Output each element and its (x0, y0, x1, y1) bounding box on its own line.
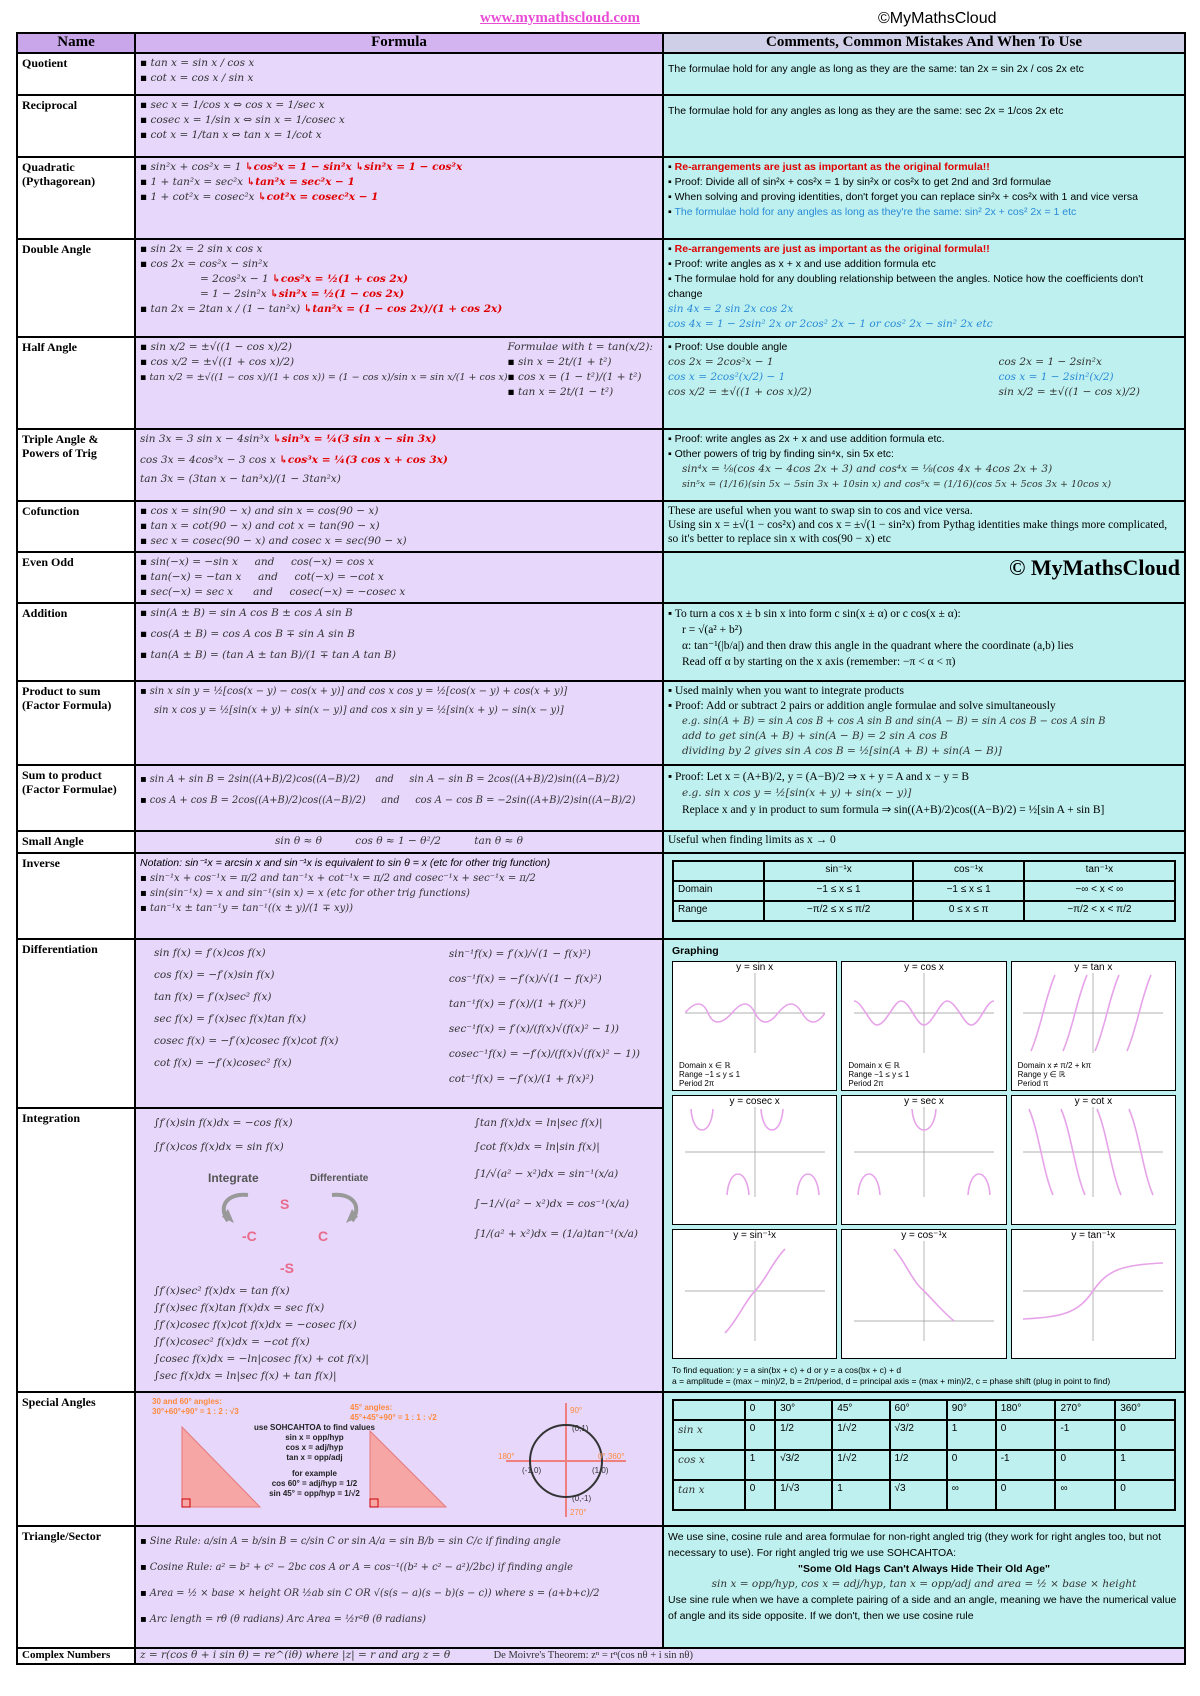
comment-text: ▪ To turn a cos x ± b sin x into form c sin(x ± α) or c cos(x ± α): (668, 606, 1180, 622)
formula-line: ▪ cos(A ± B) = cos A cos B ∓ sin A sin B (140, 627, 658, 642)
comment-text: ▪ Proof: Let x = (A+B)/2, y = (A−B)/2 ⇒ x + y = A and x − y = B (668, 768, 1180, 786)
comment-text: ▪ Re-arrangements are just as important as the original formula!! (668, 242, 1180, 257)
formula-line: ∫f′(x)sec² f(x)dx = tan f(x) (154, 1284, 290, 1297)
row-reciprocal (17, 95, 1185, 157)
row-even-odd (17, 552, 1185, 603)
formula-line: ▪ tan⁻¹x ± tan⁻¹y = tan⁻¹((x ± y)/(1 ∓ xy)) (140, 901, 658, 916)
formula-line: sin 3x = 3 sin x − 4sin³x (140, 433, 270, 445)
graphing-note: a = amplitude = (max − min)/2, b = 2π/period, d = principal axis = (max + min)/2, c = phase shift (plug in point to find) (672, 1376, 1111, 1386)
formula-line: ▪ cos 2x = cos²x − sin²x (140, 257, 658, 272)
comment-cell (663, 337, 1185, 429)
formula-line: ▪ Area = ½ × base × height OR ½ab sin C OR √(s(s − a)(s − b)(s − c)) where s = (a+b+c)/2 (140, 1581, 658, 1607)
formula-line: ∫cosec f(x)dx = −ln|cosec f(x) + cot f(x)| (154, 1352, 369, 1365)
row-name: Special Angles (17, 1392, 135, 1526)
formula-line: ▪ tan x = 2t/(1 − t²) (508, 385, 653, 400)
row-small-angle (17, 831, 1185, 853)
comment-cell (663, 552, 1185, 603)
formula-line: ▪ Sine Rule: a/sin A = b/sin B = c/sin C or sin A/a = sin B/b = sin C/c if finding angle (140, 1529, 658, 1555)
col-header-comments: Comments, Common Mistakes And When To Use (663, 33, 1185, 53)
comment-text: ▪ Other powers of trig by finding sin⁴x, sin 5x etc: (668, 447, 1180, 462)
formula-line: = 2cos²x − 1 (200, 273, 269, 285)
formula-line: cos 3x = 4cos³x − 3 cos x (140, 454, 276, 466)
rearrangement: ↳tan²x = (1 − cos 2x)/(1 + cos 2x) (303, 303, 503, 315)
website-link[interactable]: www.mymathscloud.com (480, 10, 640, 26)
graph-arctan: y = tan⁻¹x (1011, 1229, 1176, 1359)
row-name: Even Odd (17, 552, 135, 603)
comment-text: ▪ Proof: Add or subtract 2 pairs or addition angle formulae and solve simultaneously (668, 699, 1180, 714)
formula-line: sin⁻¹f(x) = f′(x)/√(1 − f(x)²) (448, 948, 591, 960)
comment-text: α: tan⁻¹(|b/a|) and then draw this angle in the quadrant where the coordinate (a,b) lies (682, 640, 1074, 652)
row-complex-numbers (17, 1648, 1185, 1664)
col-header-name: Name (17, 33, 135, 53)
formula-line: cos⁻¹f(x) = −f′(x)/√(1 − f(x)²) (448, 973, 602, 985)
formula-line: ▪ sec x = 1/cos x ⇔ cos x = 1/sec x (140, 98, 658, 113)
formula-cell (135, 603, 663, 681)
formula-line: sin θ ≈ θ cos θ ≈ 1 − θ²/2 tan θ ≈ θ (274, 835, 524, 847)
comment-text: ▪ Proof: Divide all of sin²x + cos²x = 1 by sin²x or cos²x to get 2nd and 3rd formulae (668, 175, 1180, 190)
row-quadratic (17, 157, 1185, 239)
formula-cell (135, 552, 663, 603)
comment-cell (663, 429, 1185, 501)
formula-line: ∫sec f(x)dx = ln|sec f(x) + tan f(x)| (154, 1369, 337, 1382)
comment-cell (663, 765, 1185, 831)
comment-text: cos 2x = 2cos²x − 1 (668, 356, 774, 368)
formula-line: sin x cos y = ½[sin(x + y) + sin(x − y)] and cos x sin y = ½[sin(x + y) − sin(x − y)] (154, 705, 564, 716)
row-differentiation (17, 939, 1185, 1108)
comment-text: cos x = 1 − 2sin²(x/2) (998, 371, 1114, 383)
comment-cell (663, 53, 1185, 95)
formula-line: ▪ sec(−x) = sec x and cosec(−x) = −cosec x (140, 585, 658, 600)
row-product-to-sum (17, 681, 1185, 765)
formula-line: cosec⁻¹f(x) = −f′(x)/(f(x)√(f(x)² − 1)) (448, 1048, 640, 1060)
formula-line: ∫tan f(x)dx = ln|sec f(x)| (474, 1116, 603, 1129)
row-name: Addition (17, 603, 135, 681)
formula-line: z = r(cos θ + i sin θ) = re^(iθ) where |z| = r and arg z = θ (140, 1649, 451, 1661)
trig-formula-sheet (16, 32, 1186, 1665)
row-special-angles (17, 1392, 1185, 1526)
comment-text: Using sin x = ±√(1 − cos²x) and cos x = ±√(1 − sin²x) from Pythag identities make things more complicated, so it's better to replace sin x with cos(90 − x) etc (668, 519, 1168, 545)
rearrangement: ↳cot²x = cosec²x − 1 (257, 191, 379, 203)
comment-cell (663, 831, 1185, 853)
comment-text: The formulae hold for any angle as long as they are the same: tan 2x = sin 2x / cos 2x etc (668, 63, 1084, 75)
row-half-angle (17, 337, 1185, 429)
comment-text: ▪ Proof: write angles as x + x and use addition formula etc (668, 257, 1180, 272)
comment-example: sin 4x = 2 sin 2x cos 2x (668, 303, 794, 315)
triangle-45-icon (366, 1427, 450, 1511)
svg-text:(0,1): (0,1) (572, 1424, 589, 1433)
formula-line: ∫−1/√(a² − x²)dx = cos⁻¹(x/a) (474, 1197, 630, 1210)
row-inverse (17, 853, 1185, 939)
formula-line: ▪ Cosine Rule: a² = b² + c² − 2bc cos A or A = cos⁻¹((b² + c² − a²)/2bc) if finding angle (140, 1555, 658, 1581)
graph-arccos: y = cos⁻¹x (841, 1229, 1006, 1359)
formula-line: ∫f′(x)cosec f(x)cot f(x)dx = −cosec f(x) (154, 1318, 357, 1331)
row-name: Sum to product (Factor Formulae) (17, 765, 135, 831)
formula-line: ▪ sin A + sin B = 2sin((A+B)/2)cos((A−B)/2) and sin A − sin B = 2cos((A+B)/2)sin((A−B)/2) (140, 772, 658, 787)
graphing-note: To find equation: y = a sin(bx + c) + d or y = a cos(bx + c) + d (672, 1365, 902, 1375)
formula-line: ▪ sin(−x) = −sin x and cos(−x) = cos x (140, 555, 658, 570)
formula-cell (135, 1526, 663, 1648)
formula-cell (135, 95, 663, 157)
formula-line: ∫cot f(x)dx = ln|sin f(x)| (474, 1140, 600, 1153)
unit-circle-icon (496, 1401, 636, 1519)
formula-line: ▪ sin x sin y = ½[cos(x − y) − cos(x + y)] and cos x cos y = ½[cos(x − y) + cos(x + y)] (140, 684, 658, 699)
inverse-domain-range-table: sin⁻¹x cos⁻¹x tan⁻¹x Domain −1 ≤ x ≤ 1 −1 ≤ x ≤ 1 −∞ < x < ∞ Range −π/2 ≤ x ≤ π/2 0 ≤ x ≤ π −π/2 < x < π/2 (672, 860, 1176, 922)
row-name: Reciprocal (17, 95, 135, 157)
formula-line: ▪ cot x = 1/tan x ⇔ tan x = 1/cot x (140, 128, 658, 143)
formula-line: sec f(x) = f′(x)sec f(x)tan f(x) (154, 1013, 307, 1025)
formula-line: ∫f′(x)sin f(x)dx = −cos f(x) (154, 1116, 293, 1129)
comment-text: cos x/2 = ±√((1 + cos x)/2) (668, 386, 812, 398)
comment-text: cos 2x = 1 − 2sin²x (998, 356, 1102, 368)
row-name: Complex Numbers (17, 1648, 135, 1664)
comment-text: ▪ Re-arrangements are just as important as the original formula!! (668, 160, 1180, 175)
comment-text: r = √(a² + b²) (682, 624, 743, 636)
formula-cell (135, 239, 663, 337)
row-name: Small Angle (17, 831, 135, 853)
rearrangement: ↳sin²x = ½(1 − cos 2x) (269, 288, 405, 300)
comment-text: e.g. sin(A + B) = sin A cos B + cos A sin B and sin(A − B) = sin A cos B − cos A sin B (682, 716, 1106, 727)
formula-line: ▪ sec x = cosec(90 − x) and cosec x = sec(90 − x) (140, 534, 658, 549)
rearrangement: ↳cos²x = 1 − sin²x ↳sin²x = 1 − cos²x (244, 161, 463, 173)
row-name: Differentiation (17, 939, 135, 1108)
formula-line: ▪ sin(A ± B) = sin A cos B ± cos A sin B (140, 606, 658, 621)
formula-line: ∫1/(a² + x²)dx = (1/a)tan⁻¹(x/a) (474, 1227, 638, 1240)
formula-line: sin²x + cos²x = 1 (150, 161, 242, 173)
formula-cell (135, 429, 663, 501)
formula-line: ∫1/√(a² − x²)dx = sin⁻¹(x/a) (474, 1167, 619, 1180)
formula-line: ▪ sin x/2 = ±√((1 − cos x)/2) (140, 340, 508, 355)
formula-cell (135, 939, 663, 1108)
watermark-copyright: © MyMathsCloud (1008, 555, 1180, 580)
formula-line: sec⁻¹f(x) = f′(x)/(f(x)√(f(x)² − 1)) (448, 1023, 619, 1035)
comment-text: ▪ When solving and proving identities, don't forget you can replace sin²x + cos²x with 1 and vice versa (668, 190, 1180, 205)
comment-text: add to get sin(A + B) + sin(A − B) = 2 sin A cos B (682, 730, 948, 742)
graph-sec: y = sec x (841, 1095, 1006, 1225)
row-triangle-sector (17, 1526, 1185, 1648)
formula-line: ∫f′(x)cosec² f(x)dx = −cot f(x) (154, 1335, 310, 1348)
graph-sin: y = sin x Domain x ∈ ℝ Range −1 ≤ y ≤ 1 Period 2π (672, 961, 837, 1091)
formula-line: 1 + tan²x = sec²x (150, 176, 244, 188)
comment-text: Read off α by starting on the x axis (remember: −π < α < π) (682, 656, 956, 668)
formula-line: ▪ sin x = 2t/(1 + t²) (508, 355, 653, 370)
comment-text: ▪ Proof: write angles as 2x + x and use addition formula etc. (668, 432, 1180, 447)
comment-text: sin⁵x = (1/16)(sin 5x − 5sin 3x + 10sin x) and cos⁵x = (1/16)(cos 5x + 5cos 3x + 10cos x) (682, 479, 1112, 490)
row-double-angle (17, 239, 1185, 337)
svg-text:180°: 180° (498, 1452, 515, 1461)
formula-line: sin f(x) = f′(x)cos f(x) (154, 947, 266, 959)
formula-line: ∫f′(x)cos f(x)dx = sin f(x) (154, 1140, 284, 1153)
formula-line: 1 + cot²x = cosec²x (150, 191, 255, 203)
formula-line: ▪ sin(sin⁻¹x) = x and sin⁻¹(sin x) = x (etc for other trig functions) (140, 886, 658, 901)
comment-cell (663, 603, 1185, 681)
comment-text: Use sine rule when we have a complete pairing of a side and an angle, meaning we have the numerical value of angle and its side opposite. If we don't, then we use cosine rule (668, 1594, 1177, 1622)
formula-cell (135, 831, 663, 853)
row-name: Quotient (17, 53, 135, 95)
comment-cell (663, 157, 1185, 239)
formula-line: cot⁻¹f(x) = −f′(x)/(1 + f(x)²) (448, 1073, 594, 1085)
comment-text: ▪ The formulae hold for any doubling relationship between the angles. Notice how the coefficients don't change (668, 272, 1180, 302)
comment-text: "Some Old Hags Can't Always Hide Their Old Age" (797, 1563, 1051, 1575)
formula-line: ▪ tan(A ± B) = (tan A ± tan B)/(1 ∓ tan A tan B) (140, 648, 658, 663)
graph-cot: y = cot x (1011, 1095, 1176, 1225)
formula-line: ∫f′(x)sec f(x)tan f(x)dx = sec f(x) (154, 1301, 325, 1314)
row-triple-angle (17, 429, 1185, 501)
formula-line: ▪ tan x = cot(90 − x) and cot x = tan(90 − x) (140, 519, 658, 534)
rearrangement: ↳tan²x = sec²x − 1 (246, 176, 355, 188)
row-name: Cofunction (17, 501, 135, 552)
comment-text: sin x = opp/hyp, cos x = adj/hyp, tan x = opp/adj and area = ½ × base × height (711, 1578, 1137, 1590)
formula-line: ▪ cos x = (1 − t²)/(1 + t²) (508, 370, 653, 385)
row-name: Inverse (17, 853, 135, 939)
formula-line: ▪ tan x/2 = ±√((1 − cos x)/(1 + cos x)) = (1 − cos x)/sin x = sin x/(1 + cos x) (140, 370, 508, 385)
graph-tan: y = tan x Domain x ≠ π/2 + kπ Range y ∈ ℝ Period π (1011, 961, 1176, 1091)
row-name: Integration (17, 1108, 135, 1392)
triangle-30-60-icon (176, 1421, 266, 1511)
row-addition (17, 603, 1185, 681)
comment-text: sin⁴x = ⅛(cos 4x − 4cos 2x + 3) and cos⁴x = ⅛(cos 4x + 4cos 2x + 3) (682, 463, 1053, 475)
svg-text:90°: 90° (570, 1406, 583, 1415)
comment-text: ▪ Used mainly when you want to integrate products (668, 684, 1180, 699)
rearrangement: ↳cos³x = ¼(3 cos x + cos 3x) (279, 454, 448, 466)
comment-text: We use sine, cosine rule and area formulae for non-right angled trig (they work for right angles too, but not necessary to use). For right angled trig we use SOHCAHTOA: (668, 1531, 1161, 1559)
row-sum-to-product (17, 765, 1185, 831)
formula-cell (135, 337, 663, 429)
formula-line: ▪ sin⁻¹x + cos⁻¹x = π/2 and tan⁻¹x + cot⁻¹x = π/2 and cosec⁻¹x + sec⁻¹x = π/2 (140, 871, 658, 886)
formula-line: ▪ cos x/2 = ±√((1 + cos x)/2) (140, 355, 508, 370)
formula-line: Notation: sin⁻¹x = arcsin x and sin⁻¹x is equivalent to sin θ = x (etc for other trig function) (140, 857, 551, 869)
comment-text: e.g. sin x cos y = ½[sin(x + y) + sin(x − y)] (682, 787, 912, 799)
copyright-text: ©MyMathsCloud (878, 10, 997, 27)
row-cofunction (17, 501, 1185, 552)
formula-line: ▪ Arc length = rθ (θ radians) Arc Area = ½r²θ (θ radians) (140, 1607, 658, 1633)
row-quotient (17, 53, 1185, 95)
formula-subtitle: Formulae with t = tan(x/2): (507, 341, 653, 353)
graphing-title: Graphing (672, 945, 719, 957)
comment-text: dividing by 2 gives sin A cos B = ½[sin(A + B) + sin(A − B)] (682, 745, 1002, 757)
svg-text:(0,-1): (0,-1) (572, 1494, 592, 1503)
formula-line: tan 3x = (3tan x − tan³x)/(1 − 3tan²x) (140, 473, 341, 485)
special-angles-table: 0 30° 45° 60° 90° 180° 270° 360° sin x 0 1/2 1/√2 √3/2 1 0 -1 0 cos x 1 √3/2 1/√2 1/2 0 -1 0 1 tan x 0 1/√3 1 √3 ∞ 0 ∞ 0 (672, 1399, 1176, 1511)
comment-text: ▪ Proof: Use double angle (668, 340, 1180, 355)
formula-cell (135, 681, 663, 765)
formula-line: ▪ cot x = cos x / sin x (140, 71, 658, 86)
formula-cell (135, 765, 663, 831)
comment-cell (663, 681, 1185, 765)
formula-line: ▪ tan(−x) = −tan x and cot(−x) = −cot x (140, 570, 658, 585)
rearrangement: ↳sin³x = ¼(3 sin x − sin 3x) (272, 433, 437, 445)
row-name: Half Angle (17, 337, 135, 429)
rearrangement: ↳cos²x = ½(1 + cos 2x) (272, 273, 408, 285)
svg-text:(-1,0): (-1,0) (522, 1466, 542, 1475)
row-name: Triple Angle & Powers of Trig (17, 429, 135, 501)
formula-line: De Moivre's Theorem: zⁿ = rⁿ(cos nθ + i sin nθ) (493, 1650, 693, 1661)
special-angles-diagram: 30 and 60° angles: 30°+60°+90° = 1 : 2 : √3 45° angles: 45°+45°+90° = 1 : 1 : √2 use SOHCAHTOA to find values sin x = opp/hyp cos x = adj/hyp tan x = opp/adj for example cos 60° = adj/hyp = 1/2 sin 45° = opp/hyp = 1/√2 90° 0°,360° 180° 270° (0,1) (1,0) (-1,0) (0,-1) (135, 1392, 663, 1526)
formula-line: ▪ cosec x = 1/sin x ⇔ sin x = 1/cosec x (140, 113, 658, 128)
graphing-cell (663, 939, 1185, 1392)
row-name: Product to sum (Factor Formula) (17, 681, 135, 765)
comment-cell (663, 1392, 1185, 1526)
svg-text:(1,0): (1,0) (592, 1466, 609, 1475)
comment-cell (663, 853, 1185, 939)
row-name: Double Angle (17, 239, 135, 337)
comment-text: The formulae hold for any angles as long as they are the same: sec 2x = 1/cos 2x etc (668, 105, 1064, 117)
formula-cell (135, 1648, 1185, 1664)
formula-cell (135, 853, 663, 939)
comment-text: Replace x and y in product to sum formula ⇒ sin((A+B)/2)cos((A−B)/2) = ½[sin A + sin B] (682, 804, 1105, 816)
graph-grid (672, 961, 1176, 1359)
formula-cell (135, 1108, 663, 1392)
formula-line: tan 2x = 2tan x / (1 − tan²x) (150, 303, 301, 315)
comment-text: sin x/2 = ±√((1 − cos x)/2) (998, 386, 1140, 398)
comment-text: Useful when finding limits as x → 0 (668, 834, 836, 846)
formula-line: = 1 − 2sin²x (200, 288, 267, 300)
formula-line: cos f(x) = −f′(x)sin f(x) (154, 969, 275, 981)
comment-text: These are useful when you want to swap sin to cos and vice versa. (668, 505, 973, 517)
col-header-formula: Formula (135, 33, 663, 53)
svg-text:0°,360°: 0°,360° (598, 1452, 625, 1461)
formula-line: cosec f(x) = −f′(x)cosec f(x)cot f(x) (154, 1035, 339, 1047)
formula-cell (135, 157, 663, 239)
formula-line: tan f(x) = f′(x)sec² f(x) (154, 991, 272, 1003)
svg-text:270°: 270° (570, 1508, 587, 1517)
row-name: Triangle/Sector (17, 1526, 135, 1648)
comment-cell (663, 1526, 1185, 1648)
formula-line: tan⁻¹f(x) = f′(x)/(1 + f(x)²) (448, 998, 586, 1010)
formula-line: cot f(x) = −f′(x)cosec² f(x) (154, 1057, 292, 1069)
graph-cos: y = cos x Domain x ∈ ℝ Range −1 ≤ y ≤ 1 Period 2π (841, 961, 1006, 1091)
comment-text: cos x = 2cos²(x/2) − 1 (668, 371, 786, 383)
comment-cell (663, 501, 1185, 552)
graph-cosec: y = cosec x (672, 1095, 837, 1225)
formula-line: ▪ cos A + cos B = 2cos((A+B)/2)cos((A−B)/2) and cos A − cos B = −2sin((A+B)/2)sin((A−B)/2) (140, 793, 658, 808)
comment-example: cos 4x = 1 − 2sin² 2x or 2cos² 2x − 1 or cos² 2x − sin² 2x etc (668, 318, 993, 330)
graph-arcsin: y = sin⁻¹x (672, 1229, 837, 1359)
comment-cell (663, 239, 1185, 337)
formula-cell (135, 53, 663, 95)
integration-cycle-diagram: Integrate Differentiate S -C C -S (208, 1170, 369, 1276)
comment-text: ▪ The formulae hold for any angles as long as they're the same: sin² 2x + cos² 2x = 1 etc (668, 205, 1180, 220)
formula-line: ▪ tan x = sin x / cos x (140, 56, 658, 71)
formula-line: ▪ sin 2x = 2 sin x cos x (140, 242, 658, 257)
row-name: Quadratic (Pythagorean) (17, 157, 135, 239)
formula-cell (135, 501, 663, 552)
formula-line: ▪ cos x = sin(90 − x) and sin x = cos(90 − x) (140, 504, 658, 519)
comment-cell (663, 95, 1185, 157)
